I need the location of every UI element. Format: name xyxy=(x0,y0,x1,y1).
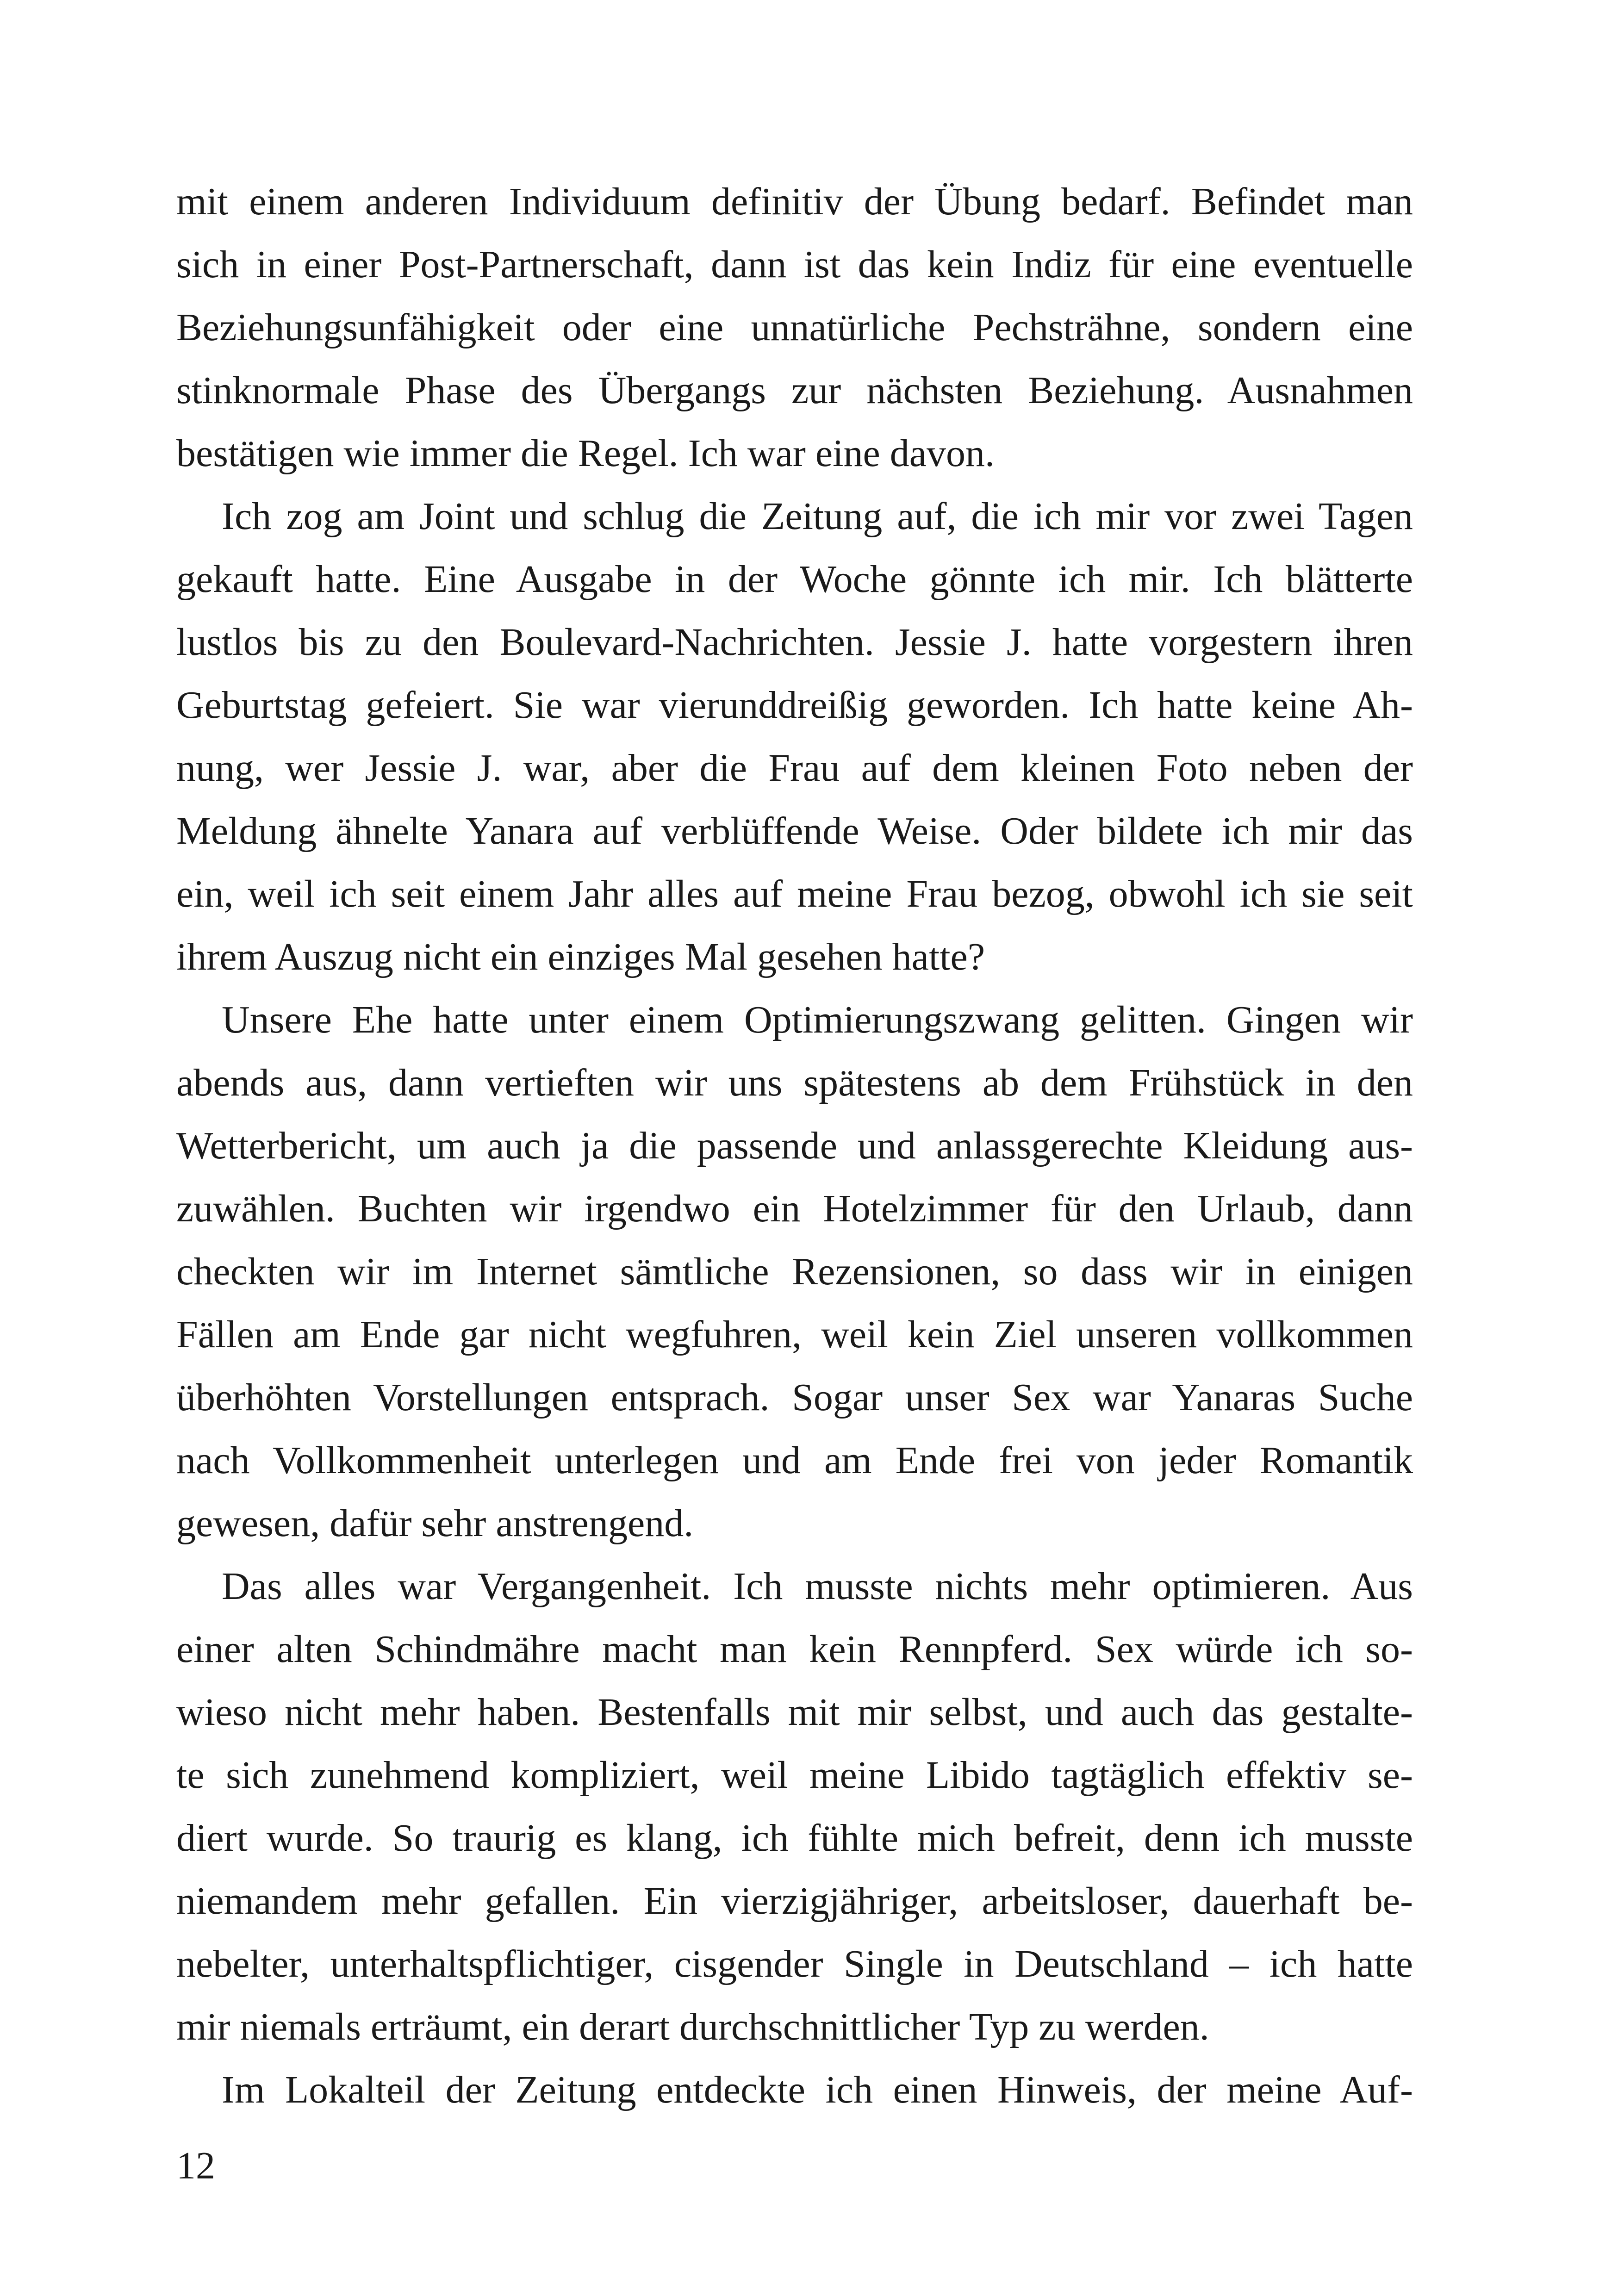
text-line: mit einem anderen Individuum definitiv der Übung bedarf. Befindet man xyxy=(176,180,1413,223)
text-line: te sich zunehmend kompliziert, weil meine Libido tagtäglich effektiv se- xyxy=(176,1754,1413,1797)
text-line: Wetterbericht, um auch ja die passende und anlassgerechte Kleidung aus- xyxy=(176,1124,1413,1167)
paragraph-first-line: Das alles war Vergangenheit. Ich musste nichts mehr optimieren. Aus xyxy=(222,1565,1413,1608)
text-line: gewesen, dafür sehr anstrengend. xyxy=(176,1502,694,1545)
page-number: 12 xyxy=(176,2144,215,2187)
paragraph-first-line: Ich zog am Joint und schlug die Zeitung auf, die ich mir vor zwei Tagen xyxy=(222,495,1413,538)
text-line: bestätigen wie immer die Regel. Ich war eine davon. xyxy=(176,432,995,475)
text-line: diert wurde. So traurig es klang, ich fühlte mich befreit, denn ich musste xyxy=(176,1817,1413,1860)
text-line: niemandem mehr gefallen. Ein vierzigjähriger, arbeitsloser, dauerhaft be- xyxy=(176,1879,1413,1923)
text-line: wieso nicht mehr haben. Bestenfalls mit mir selbst, und auch das gestalte- xyxy=(176,1691,1413,1734)
text-line: checkten wir im Internet sämtliche Rezensionen, so dass wir in einigen xyxy=(176,1250,1413,1293)
text-line: nach Vollkommenheit unterlegen und am Ende frei von jeder Romantik xyxy=(176,1439,1413,1482)
text-line: ihrem Auszug nicht ein einziges Mal gesehen hatte? xyxy=(176,935,985,978)
paragraph-first-line: Im Lokalteil der Zeitung entdeckte ich einen Hinweis, der meine Auf- xyxy=(222,2068,1413,2111)
text-line: gekauft hatte. Eine Ausgabe in der Woche gönnte ich mir. Ich blätterte xyxy=(176,558,1413,601)
text-line: nebelter, unterhaltspflichtiger, cisgender Single in Deutschland – ich hatte xyxy=(176,1942,1413,1985)
text-line: sich in einer Post-Partnerschaft, dann ist das kein Indiz für eine eventuelle xyxy=(176,243,1413,286)
text-line: lustlos bis zu den Boulevard-Nachrichten. Jessie J. hatte vorgestern ihren xyxy=(176,621,1413,664)
text-line: Meldung ähnelte Yanara auf verblüffende Weise. Oder bildete ich mir das xyxy=(176,809,1413,852)
text-line: Beziehungsunfähigkeit oder eine unnatürliche Pechsträhne, sondern eine xyxy=(176,306,1413,349)
text-line: Geburtstag gefeiert. Sie war vierunddreißig geworden. Ich hatte keine Ah- xyxy=(176,684,1413,727)
text-line: einer alten Schindmähre macht man kein Rennpferd. Sex würde ich so- xyxy=(176,1628,1413,1671)
text-line: stinknormale Phase des Übergangs zur nächsten Beziehung. Ausnahmen xyxy=(176,369,1413,412)
paragraph-first-line: Unsere Ehe hatte unter einem Optimierungszwang gelitten. Gingen wir xyxy=(222,998,1413,1041)
text-line: abends aus, dann vertieften wir uns spätestens ab dem Frühstück in den xyxy=(176,1061,1413,1104)
text-line: zuwählen. Buchten wir irgendwo ein Hotelzimmer für den Urlaub, dann xyxy=(176,1187,1413,1230)
text-line: nung, wer Jessie J. war, aber die Frau auf dem kleinen Foto neben der xyxy=(176,747,1413,790)
body-text xyxy=(176,170,1413,2122)
text-line: mir niemals erträumt, ein derart durchschnittlicher Typ zu werden. xyxy=(176,2005,1209,2048)
text-line: überhöhten Vorstellungen entsprach. Sogar unser Sex war Yanaras Suche xyxy=(176,1376,1413,1419)
text-line: Fällen am Ende gar nicht wegfuhren, weil kein Ziel unseren vollkommen xyxy=(176,1313,1413,1356)
text-line: ein, weil ich seit einem Jahr alles auf meine Frau bezog, obwohl ich sie seit xyxy=(176,872,1413,915)
